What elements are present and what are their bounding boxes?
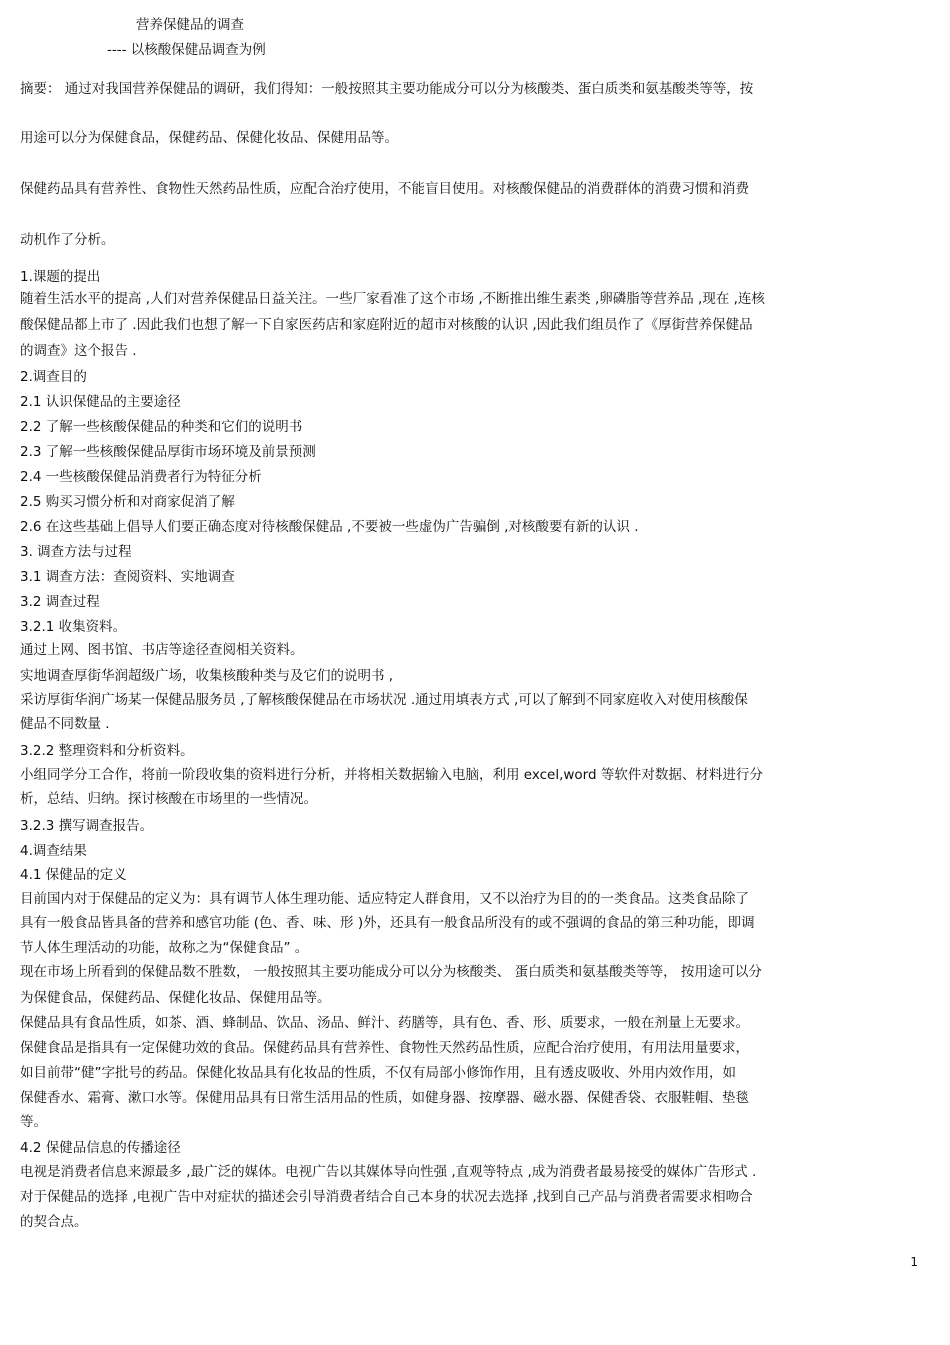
list-item: 2.2 了解一些核酸保健品的种类和它们的说明书 xyxy=(20,419,303,435)
text-line: 酸保健品都上市了 .因此我们也想了解一下自家医药店和家庭附近的超市对核酸的认识 ,因此我们组员作了《厚街营养保健品 xyxy=(20,317,753,333)
doc-subtitle: ---- 以核酸保健品调查为例 xyxy=(107,42,266,58)
text-line: 摘要： 通过对我国营养保健品的调研，我们得知：一般按照其主要功能成分可以分为核酸类、蛋白质类和氨基酸类等等，按 xyxy=(20,81,754,97)
section-heading: 1.课题的提出 xyxy=(20,269,101,285)
list-item: 2.5 购买习惯分析和对商家促消了解 xyxy=(20,494,235,510)
section-heading: 4.2 保健品信息的传播途径 xyxy=(20,1140,181,1156)
text-line: 采访厚街华润广场某一保健品服务员 ,了解核酸保健品在市场状况 .通过用填表方式 ,可以了解到不同家庭收入对使用核酸保 xyxy=(20,692,748,708)
text-line: 为保健食品，保健药品、保健化妆品、保健用品等。 xyxy=(20,990,331,1006)
doc-title: 营养保健品的调查 xyxy=(136,17,244,33)
text-line: 保健香水、霜膏、漱口水等。保健用品具有日常生活用品的性质，如健身器、按摩器、磁水器、保健香袋、衣服鞋帽、垫毯 xyxy=(20,1090,749,1106)
text-line: 3.1 调查方法：查阅资料、实地调查 xyxy=(20,569,235,585)
text-line: 用途可以分为保健食品，保健药品、保健化妆品、保健用品等。 xyxy=(20,130,398,146)
list-item: 2.4 一些核酸保健品消费者行为特征分析 xyxy=(20,469,262,485)
text-line: 具有一般食品皆具备的营养和感官功能 (色、香、味、形 )外，还具有一般食品所没有的或不强调的食品的第三种功能，即调 xyxy=(20,915,755,931)
list-item: 2.6 在这些基础上倡导人们要正确态度对待核酸保健品 ,不要被一些虚伪广告骗倒 ,对核酸要有新的认识 . xyxy=(20,519,639,535)
section-heading: 2.调查目的 xyxy=(20,369,87,385)
text-line: 实地调查厚街华润超级广场，收集核酸种类与及它们的说明书 , xyxy=(20,668,394,684)
text-line: 4.1 保健品的定义 xyxy=(20,867,127,883)
text-line: 如目前带“健”字批号的药品。保健化妆品具有化妆品的性质，不仅有局部小修饰作用，且有透皮吸收、外用内效作用，如 xyxy=(20,1065,736,1081)
text-line: 现在市场上所看到的保健品数不胜数， 一般按照其主要功能成分可以分为核酸类、 蛋白质类和氨基酸类等等， 按用途可以分 xyxy=(20,964,762,980)
text-line: 动机作了分析。 xyxy=(20,232,115,248)
text-line: 节人体生理活动的功能，故称之为“保健食品” 。 xyxy=(20,940,309,956)
text-line: 电视是消费者信息来源最多 ,最广泛的媒体。电视广告以其媒体导向性强 ,直观等特点 ,成为消费者最易接受的媒体广告形式 . xyxy=(20,1164,757,1180)
section-heading: 4.调查结果 xyxy=(20,843,87,859)
text-line: 等。 xyxy=(20,1114,47,1130)
text-line: 保健食品是指具有一定保健功效的食品。保健药品具有营养性、食物性天然药品性质，应配合治疗使用，有用法用量要求， xyxy=(20,1040,749,1056)
text-line: 小组同学分工合作，将前一阶段收集的资料进行分析，并将相关数据输入电脑，利用 excel,word 等软件对数据、材料进行分 xyxy=(20,767,763,783)
list-item: 2.3 了解一些核酸保健品厚街市场环境及前景预测 xyxy=(20,444,316,460)
text-line: 3.2 调查过程 xyxy=(20,594,100,610)
text-line: 3.2.1 收集资料。 xyxy=(20,619,127,635)
text-line: 随着生活水平的提高 ,人们对营养保健品日益关注。一些厂家看准了这个市场 ,不断推出维生素类 ,卵磷脂等营养品 ,现在 ,连核 xyxy=(20,291,765,307)
list-item: 2.1 认识保健品的主要途径 xyxy=(20,394,181,410)
section-heading: 3. 调查方法与过程 xyxy=(20,544,132,560)
text-line: 对于保健品的选择 ,电视广告中对症状的描述会引导消费者结合自己本身的状况去选择 ,找到自己产品与消费者需要求相吻合 xyxy=(20,1189,753,1205)
text-line: 析，总结、归纳。探讨核酸在市场里的一些情况。 xyxy=(20,791,317,807)
text-line: 的调查》这个报告 . xyxy=(20,343,137,359)
text-line: 3.2.3 撰写调查报告。 xyxy=(20,818,154,834)
text-line: 保健药品具有营养性、食物性天然药品性质，应配合治疗使用，不能盲目使用。对核酸保健品的消费群体的消费习惯和消费 xyxy=(20,181,749,197)
text-line: 健品不同数量 . xyxy=(20,716,110,732)
text-line: 的契合点。 xyxy=(20,1214,88,1230)
text-line: 通过上网、图书馆、书店等途径查阅相关资料。 xyxy=(20,642,304,658)
text-line: 目前国内对于保健品的定义为：具有调节人体生理功能、适应特定人群食用，又不以治疗为目的的一类食品。这类食品除了 xyxy=(20,891,749,907)
text-line: 保健品具有食品性质，如茶、酒、蜂制品、饮品、汤品、鲜汁、药膳等，具有色、香、形、质要求，一般在剂量上无要求。 xyxy=(20,1015,749,1031)
page-number: 1 xyxy=(910,1255,918,1269)
text-line: 3.2.2 整理资料和分析资料。 xyxy=(20,743,194,759)
